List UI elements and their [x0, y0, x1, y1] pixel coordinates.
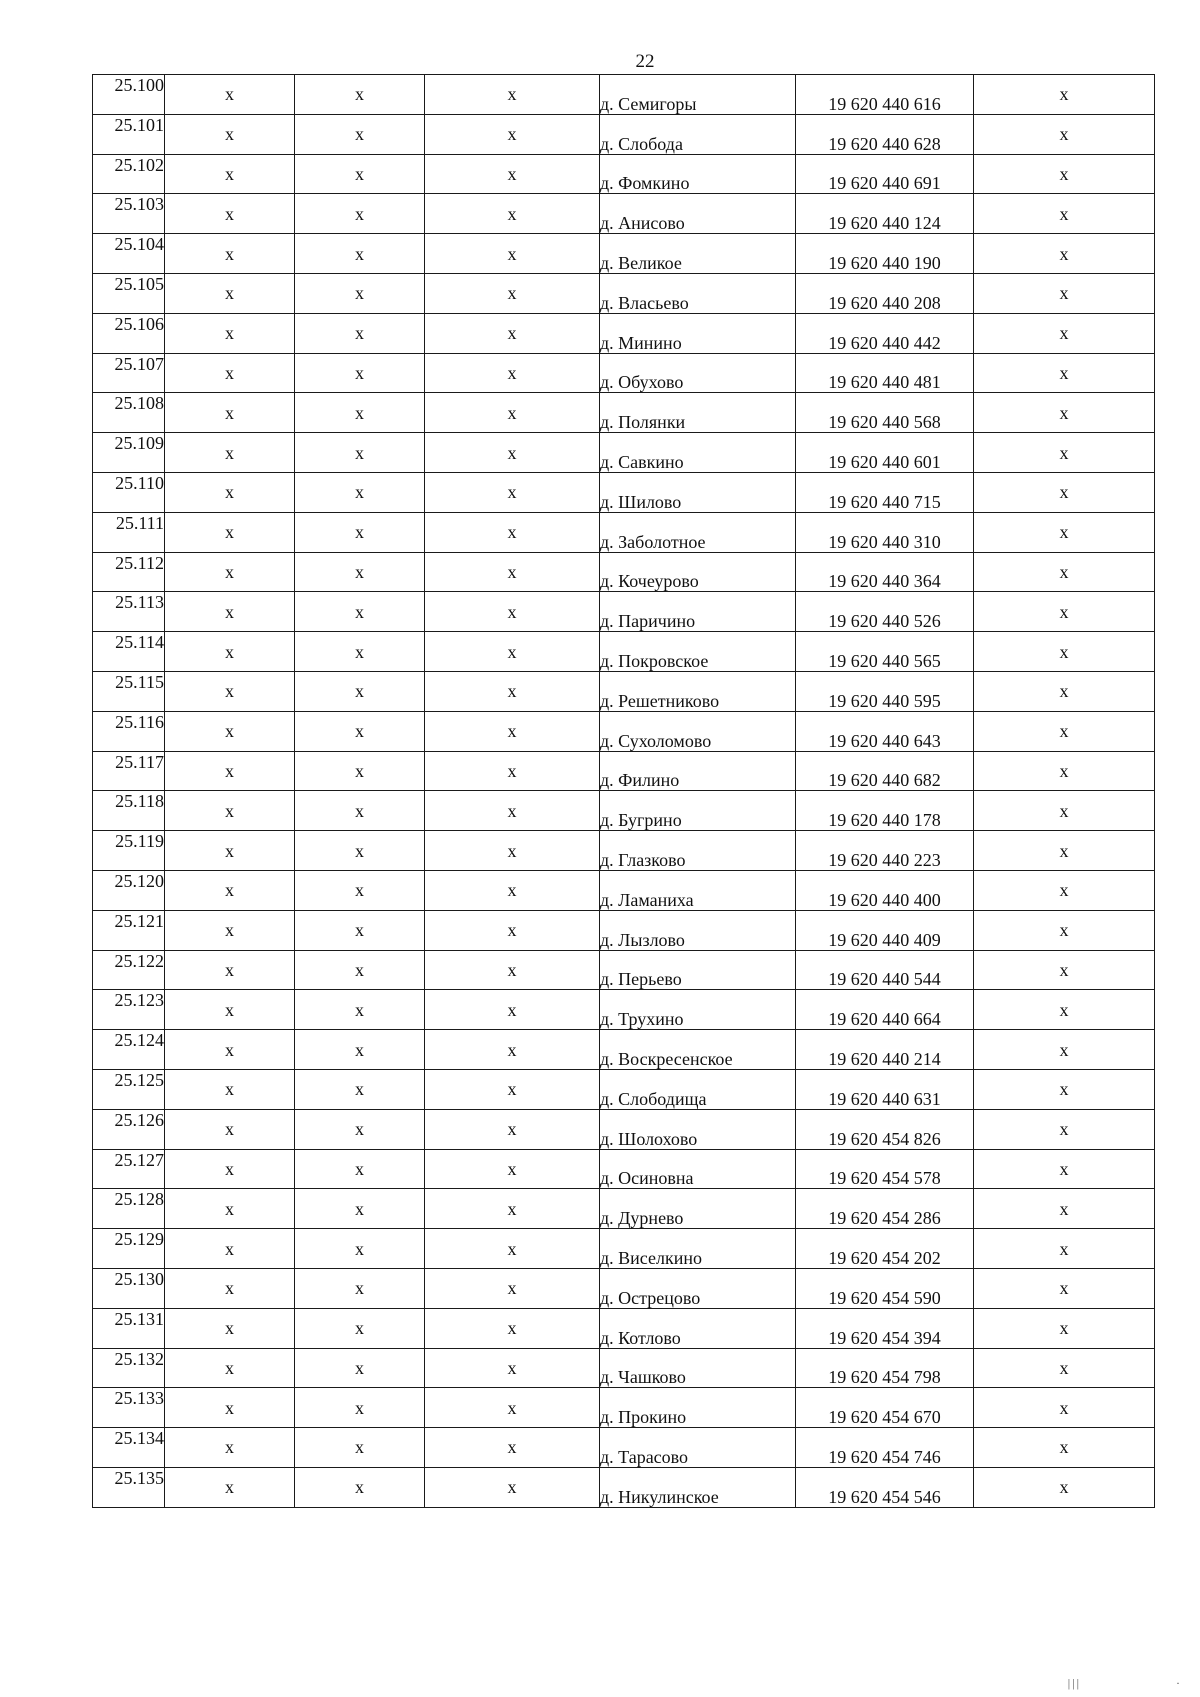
- row-number: 25.105: [93, 273, 165, 313]
- settlement-name: д. Острецово: [600, 1268, 796, 1308]
- oktmo-code: 19 620 440 568: [796, 393, 974, 433]
- table-row: [93, 1388, 1155, 1428]
- oktmo-code: 19 620 440 190: [796, 234, 974, 274]
- settlement-name: д. Котлово: [600, 1308, 796, 1348]
- cell-col3: х: [295, 194, 425, 234]
- row-number: 25.128: [93, 1189, 165, 1229]
- cell-col3: х: [295, 1109, 425, 1149]
- cell-col7: х: [974, 910, 1155, 950]
- cell-col2: х: [165, 1348, 295, 1388]
- oktmo-code: 19 620 440 691: [796, 154, 974, 194]
- cell-col2: х: [165, 1109, 295, 1149]
- row-number: 25.125: [93, 1069, 165, 1109]
- cell-col4: х: [425, 632, 600, 672]
- table-row: [93, 950, 1155, 990]
- cell-col7: х: [974, 1030, 1155, 1070]
- cell-col2: х: [165, 194, 295, 234]
- oktmo-code: 19 620 440 616: [796, 75, 974, 115]
- cell-col4: х: [425, 1069, 600, 1109]
- scan-edge-marks: ||| ·: [1067, 1676, 1182, 1690]
- oktmo-code: 19 620 454 826: [796, 1109, 974, 1149]
- settlement-name: д. Обухово: [600, 353, 796, 393]
- table-row: [93, 1268, 1155, 1308]
- cell-col3: х: [295, 751, 425, 791]
- oktmo-code: 19 620 440 178: [796, 791, 974, 831]
- settlement-name: д. Дурнево: [600, 1189, 796, 1229]
- settlement-name: д. Семигоры: [600, 75, 796, 115]
- cell-col4: х: [425, 791, 600, 831]
- settlement-name: д. Сухоломово: [600, 711, 796, 751]
- cell-col7: х: [974, 950, 1155, 990]
- cell-col7: х: [974, 433, 1155, 473]
- row-number: 25.109: [93, 433, 165, 473]
- cell-col3: х: [295, 313, 425, 353]
- table-row: [93, 751, 1155, 791]
- cell-col3: х: [295, 910, 425, 950]
- row-number: 25.103: [93, 194, 165, 234]
- row-number: 25.107: [93, 353, 165, 393]
- cell-col4: х: [425, 592, 600, 632]
- cell-col4: х: [425, 154, 600, 194]
- table-row: [93, 552, 1155, 592]
- oktmo-code: 19 620 440 214: [796, 1030, 974, 1070]
- cell-col4: х: [425, 273, 600, 313]
- cell-col4: х: [425, 1229, 600, 1269]
- cell-col4: х: [425, 234, 600, 274]
- row-number: 25.129: [93, 1229, 165, 1269]
- cell-col4: х: [425, 1189, 600, 1229]
- cell-col7: х: [974, 592, 1155, 632]
- row-number: 25.121: [93, 910, 165, 950]
- oktmo-code: 19 620 440 601: [796, 433, 974, 473]
- cell-col4: х: [425, 353, 600, 393]
- cell-col3: х: [295, 791, 425, 831]
- settlement-name: д. Шолохово: [600, 1109, 796, 1149]
- row-number: 25.112: [93, 552, 165, 592]
- oktmo-code: 19 620 440 664: [796, 990, 974, 1030]
- cell-col2: х: [165, 1030, 295, 1070]
- oktmo-code: 19 620 454 798: [796, 1348, 974, 1388]
- cell-col3: х: [295, 472, 425, 512]
- table-row: [93, 1229, 1155, 1269]
- settlements-table: [92, 74, 1155, 1508]
- cell-col7: х: [974, 751, 1155, 791]
- cell-col2: х: [165, 791, 295, 831]
- oktmo-code: 19 620 454 286: [796, 1189, 974, 1229]
- row-number: 25.111: [93, 512, 165, 552]
- table-row: [93, 1109, 1155, 1149]
- table-row: [93, 393, 1155, 433]
- cell-col3: х: [295, 632, 425, 672]
- cell-col7: х: [974, 671, 1155, 711]
- settlement-name: д. Кочеурово: [600, 552, 796, 592]
- cell-col3: х: [295, 1229, 425, 1269]
- row-number: 25.126: [93, 1109, 165, 1149]
- table-row: [93, 1348, 1155, 1388]
- oktmo-code: 19 620 454 578: [796, 1149, 974, 1189]
- cell-col7: х: [974, 1149, 1155, 1189]
- cell-col7: х: [974, 1388, 1155, 1428]
- row-number: 25.116: [93, 711, 165, 751]
- cell-col4: х: [425, 1388, 600, 1428]
- settlement-name: д. Решетниково: [600, 671, 796, 711]
- cell-col2: х: [165, 910, 295, 950]
- cell-col4: х: [425, 1268, 600, 1308]
- cell-col3: х: [295, 950, 425, 990]
- settlement-name: д. Лызлово: [600, 910, 796, 950]
- settlement-name: д. Трухино: [600, 990, 796, 1030]
- cell-col7: х: [974, 1268, 1155, 1308]
- settlement-name: д. Слободища: [600, 1069, 796, 1109]
- cell-col2: х: [165, 751, 295, 791]
- row-number: 25.123: [93, 990, 165, 1030]
- cell-col4: х: [425, 990, 600, 1030]
- cell-col4: х: [425, 75, 600, 115]
- cell-col4: х: [425, 1030, 600, 1070]
- cell-col2: х: [165, 831, 295, 871]
- cell-col7: х: [974, 990, 1155, 1030]
- cell-col2: х: [165, 273, 295, 313]
- oktmo-code: 19 620 454 746: [796, 1428, 974, 1468]
- table-row: [93, 870, 1155, 910]
- table-row: [93, 472, 1155, 512]
- row-number: 25.135: [93, 1467, 165, 1507]
- row-number: 25.114: [93, 632, 165, 672]
- table-row: [93, 433, 1155, 473]
- settlement-name: д. Паричино: [600, 592, 796, 632]
- cell-col2: х: [165, 1149, 295, 1189]
- cell-col7: х: [974, 75, 1155, 115]
- cell-col2: х: [165, 114, 295, 154]
- settlement-name: д. Бугрино: [600, 791, 796, 831]
- oktmo-code: 19 620 440 544: [796, 950, 974, 990]
- cell-col3: х: [295, 154, 425, 194]
- table-row: [93, 791, 1155, 831]
- cell-col2: х: [165, 1467, 295, 1507]
- oktmo-code: 19 620 440 208: [796, 273, 974, 313]
- cell-col2: х: [165, 552, 295, 592]
- table-row: [93, 1189, 1155, 1229]
- settlement-name: д. Шилово: [600, 472, 796, 512]
- settlement-name: д. Минино: [600, 313, 796, 353]
- oktmo-code: 19 620 440 595: [796, 671, 974, 711]
- table-row: [93, 114, 1155, 154]
- cell-col2: х: [165, 512, 295, 552]
- settlement-name: д. Савкино: [600, 433, 796, 473]
- settlement-name: д. Власьево: [600, 273, 796, 313]
- cell-col3: х: [295, 990, 425, 1030]
- cell-col3: х: [295, 273, 425, 313]
- row-number: 25.113: [93, 592, 165, 632]
- cell-col2: х: [165, 592, 295, 632]
- cell-col3: х: [295, 353, 425, 393]
- cell-col3: х: [295, 831, 425, 871]
- cell-col2: х: [165, 1069, 295, 1109]
- oktmo-code: 19 620 440 526: [796, 592, 974, 632]
- cell-col7: х: [974, 393, 1155, 433]
- table-row: [93, 592, 1155, 632]
- oktmo-code: 19 620 440 442: [796, 313, 974, 353]
- cell-col2: х: [165, 1229, 295, 1269]
- cell-col2: х: [165, 1388, 295, 1428]
- cell-col2: х: [165, 671, 295, 711]
- cell-col7: х: [974, 1428, 1155, 1468]
- table-row: [93, 512, 1155, 552]
- oktmo-code: 19 620 440 628: [796, 114, 974, 154]
- cell-col3: х: [295, 433, 425, 473]
- row-number: 25.110: [93, 472, 165, 512]
- cell-col7: х: [974, 552, 1155, 592]
- table-row: [93, 910, 1155, 950]
- table-row: [93, 1149, 1155, 1189]
- table-row: [93, 234, 1155, 274]
- table-row: [93, 1308, 1155, 1348]
- cell-col2: х: [165, 1268, 295, 1308]
- oktmo-code: 19 620 440 643: [796, 711, 974, 751]
- cell-col7: х: [974, 234, 1155, 274]
- row-number: 25.127: [93, 1149, 165, 1189]
- table-row: [93, 990, 1155, 1030]
- settlement-name: д. Анисово: [600, 194, 796, 234]
- cell-col3: х: [295, 671, 425, 711]
- row-number: 25.131: [93, 1308, 165, 1348]
- settlement-name: д. Глазково: [600, 831, 796, 871]
- cell-col4: х: [425, 751, 600, 791]
- cell-col7: х: [974, 273, 1155, 313]
- table-row: [93, 711, 1155, 751]
- cell-col2: х: [165, 1308, 295, 1348]
- cell-col4: х: [425, 671, 600, 711]
- cell-col7: х: [974, 1229, 1155, 1269]
- cell-col2: х: [165, 950, 295, 990]
- row-number: 25.106: [93, 313, 165, 353]
- oktmo-code: 19 620 440 682: [796, 751, 974, 791]
- page-number: 22: [635, 51, 655, 72]
- oktmo-code: 19 620 454 590: [796, 1268, 974, 1308]
- oktmo-code: 19 620 440 124: [796, 194, 974, 234]
- table-row: [93, 313, 1155, 353]
- cell-col4: х: [425, 1348, 600, 1388]
- table-row: [93, 353, 1155, 393]
- settlement-name: д. Полянки: [600, 393, 796, 433]
- oktmo-code: 19 620 440 310: [796, 512, 974, 552]
- cell-col3: х: [295, 75, 425, 115]
- oktmo-code: 19 620 440 400: [796, 870, 974, 910]
- cell-col4: х: [425, 1467, 600, 1507]
- cell-col7: х: [974, 154, 1155, 194]
- cell-col3: х: [295, 711, 425, 751]
- cell-col4: х: [425, 910, 600, 950]
- row-number: 25.117: [93, 751, 165, 791]
- table-row: [93, 75, 1155, 115]
- cell-col3: х: [295, 1069, 425, 1109]
- cell-col4: х: [425, 950, 600, 990]
- row-number: 25.101: [93, 114, 165, 154]
- cell-col2: х: [165, 234, 295, 274]
- settlement-name: д. Чашково: [600, 1348, 796, 1388]
- cell-col3: х: [295, 870, 425, 910]
- oktmo-code: 19 620 440 565: [796, 632, 974, 672]
- cell-col3: х: [295, 1467, 425, 1507]
- cell-col4: х: [425, 472, 600, 512]
- cell-col3: х: [295, 1428, 425, 1468]
- oktmo-code: 19 620 454 546: [796, 1467, 974, 1507]
- table-body: [93, 75, 1155, 1508]
- settlement-name: д. Покровское: [600, 632, 796, 672]
- cell-col4: х: [425, 870, 600, 910]
- cell-col7: х: [974, 1308, 1155, 1348]
- oktmo-code: 19 620 440 409: [796, 910, 974, 950]
- row-number: 25.134: [93, 1428, 165, 1468]
- cell-col3: х: [295, 393, 425, 433]
- cell-col2: х: [165, 353, 295, 393]
- cell-col7: х: [974, 831, 1155, 871]
- row-number: 25.115: [93, 671, 165, 711]
- row-number: 25.104: [93, 234, 165, 274]
- settlement-name: д. Фомкино: [600, 154, 796, 194]
- settlement-name: д. Осиновна: [600, 1149, 796, 1189]
- cell-col2: х: [165, 1189, 295, 1229]
- table-row: [93, 194, 1155, 234]
- row-number: 25.108: [93, 393, 165, 433]
- oktmo-code: 19 620 454 394: [796, 1308, 974, 1348]
- cell-col2: х: [165, 75, 295, 115]
- cell-col7: х: [974, 791, 1155, 831]
- settlement-name: д. Заболотное: [600, 512, 796, 552]
- cell-col3: х: [295, 1189, 425, 1229]
- cell-col3: х: [295, 1030, 425, 1070]
- oktmo-code: 19 620 440 223: [796, 831, 974, 871]
- cell-col2: х: [165, 154, 295, 194]
- row-number: 25.130: [93, 1268, 165, 1308]
- cell-col7: х: [974, 1109, 1155, 1149]
- settlement-name: д. Слобода: [600, 114, 796, 154]
- table-row: [93, 671, 1155, 711]
- row-number: 25.124: [93, 1030, 165, 1070]
- cell-col7: х: [974, 313, 1155, 353]
- cell-col2: х: [165, 393, 295, 433]
- oktmo-code: 19 620 440 364: [796, 552, 974, 592]
- settlement-name: д. Ламаниха: [600, 870, 796, 910]
- row-number: 25.119: [93, 831, 165, 871]
- cell-col7: х: [974, 1348, 1155, 1388]
- cell-col3: х: [295, 1388, 425, 1428]
- settlement-name: д. Великое: [600, 234, 796, 274]
- cell-col3: х: [295, 234, 425, 274]
- oktmo-code: 19 620 454 670: [796, 1388, 974, 1428]
- cell-col4: х: [425, 552, 600, 592]
- cell-col4: х: [425, 512, 600, 552]
- cell-col7: х: [974, 472, 1155, 512]
- cell-col2: х: [165, 433, 295, 473]
- oktmo-code: 19 620 454 202: [796, 1229, 974, 1269]
- cell-col2: х: [165, 1428, 295, 1468]
- cell-col4: х: [425, 1428, 600, 1468]
- cell-col3: х: [295, 1348, 425, 1388]
- table-row: [93, 1030, 1155, 1070]
- table-row: [93, 1428, 1155, 1468]
- cell-col4: х: [425, 393, 600, 433]
- row-number: 25.122: [93, 950, 165, 990]
- row-number: 25.120: [93, 870, 165, 910]
- cell-col3: х: [295, 1149, 425, 1189]
- cell-col7: х: [974, 194, 1155, 234]
- cell-col4: х: [425, 114, 600, 154]
- cell-col7: х: [974, 632, 1155, 672]
- cell-col7: х: [974, 1069, 1155, 1109]
- settlement-name: д. Никулинское: [600, 1467, 796, 1507]
- cell-col7: х: [974, 1467, 1155, 1507]
- settlement-name: д. Филино: [600, 751, 796, 791]
- cell-col7: х: [974, 512, 1155, 552]
- table-row: [93, 273, 1155, 313]
- cell-col3: х: [295, 512, 425, 552]
- table-row: [93, 154, 1155, 194]
- cell-col2: х: [165, 313, 295, 353]
- table-row: [93, 632, 1155, 672]
- cell-col3: х: [295, 1268, 425, 1308]
- cell-col7: х: [974, 1189, 1155, 1229]
- row-number: 25.118: [93, 791, 165, 831]
- cell-col3: х: [295, 592, 425, 632]
- cell-col4: х: [425, 433, 600, 473]
- cell-col7: х: [974, 870, 1155, 910]
- cell-col3: х: [295, 552, 425, 592]
- row-number: 25.100: [93, 75, 165, 115]
- cell-col4: х: [425, 194, 600, 234]
- settlement-name: д. Тарасово: [600, 1428, 796, 1468]
- settlement-name: д. Воскресенское: [600, 1030, 796, 1070]
- table-row: [93, 831, 1155, 871]
- cell-col2: х: [165, 711, 295, 751]
- oktmo-code: 19 620 440 481: [796, 353, 974, 393]
- cell-col2: х: [165, 870, 295, 910]
- row-number: 25.102: [93, 154, 165, 194]
- oktmo-code: 19 620 440 631: [796, 1069, 974, 1109]
- cell-col7: х: [974, 114, 1155, 154]
- cell-col4: х: [425, 1308, 600, 1348]
- cell-col2: х: [165, 632, 295, 672]
- cell-col4: х: [425, 1109, 600, 1149]
- settlement-name: д. Виселкино: [600, 1229, 796, 1269]
- row-number: 25.133: [93, 1388, 165, 1428]
- cell-col3: х: [295, 114, 425, 154]
- settlement-name: д. Прокино: [600, 1388, 796, 1428]
- cell-col2: х: [165, 990, 295, 1030]
- table-row: [93, 1069, 1155, 1109]
- settlement-name: д. Перьево: [600, 950, 796, 990]
- cell-col7: х: [974, 711, 1155, 751]
- cell-col7: х: [974, 353, 1155, 393]
- table-row: [93, 1467, 1155, 1507]
- cell-col4: х: [425, 831, 600, 871]
- cell-col4: х: [425, 1149, 600, 1189]
- oktmo-code: 19 620 440 715: [796, 472, 974, 512]
- row-number: 25.132: [93, 1348, 165, 1388]
- cell-col4: х: [425, 711, 600, 751]
- cell-col3: х: [295, 1308, 425, 1348]
- cell-col2: х: [165, 472, 295, 512]
- cell-col4: х: [425, 313, 600, 353]
